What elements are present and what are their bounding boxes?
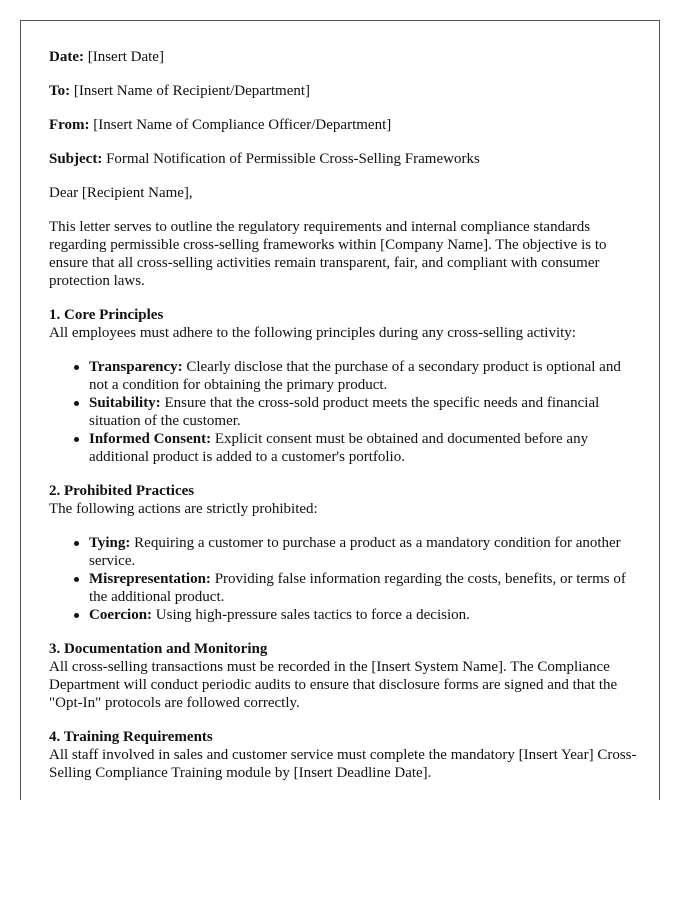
section-core-principles — [49, 306, 637, 466]
section-heading: 4. Training Requirements — [49, 729, 213, 745]
list-item-text: Ensure that the cross-sold product meets the specific needs and financial situation of the customer. — [89, 395, 600, 429]
section-prohibited-practices — [49, 482, 637, 624]
to-value: [Insert Name of Recipient/Department] — [70, 83, 311, 99]
list-item-text: Providing false information regarding the costs, benefits, or terms of the additional product. — [89, 571, 626, 605]
section-body: All cross-selling transactions must be recorded in the [Insert System Name]. The Compliance Department will conduct periodic audits to ensure that disclosure forms are signed and that the "Opt-In" protocols are followed correctly. — [49, 659, 618, 711]
bullet-icon — [74, 577, 79, 582]
list-item-text: Requiring a customer to purchase a product as a mandatory condition for another service. — [89, 535, 621, 569]
bullet-icon — [74, 401, 79, 406]
list-item — [89, 570, 637, 606]
list-item-text: Clearly disclose that the purchase of a secondary product is optional and not a condition for obtaining the primary product. — [89, 359, 621, 393]
list-item-term: Tying: — [89, 535, 131, 551]
section-body: All employees must adhere to the following principles during any cross-selling activity: — [49, 325, 576, 341]
list-item-term: Misrepresentation: — [89, 571, 211, 587]
bullet-list — [49, 534, 637, 624]
from-label: From: — [49, 117, 90, 133]
section-heading: 2. Prohibited Practices — [49, 483, 195, 499]
bullet-icon — [74, 613, 79, 618]
list-item-term: Coercion: — [89, 607, 153, 623]
letter-body — [49, 48, 637, 798]
subject-value: Formal Notification of Permissible Cross-Selling Frameworks — [102, 151, 480, 167]
list-item-text: Using high-pressure sales tactics to force a decision. — [152, 607, 470, 623]
from-line — [49, 116, 637, 134]
date-line — [49, 48, 637, 66]
bullet-icon — [74, 541, 79, 546]
intro-paragraph: This letter serves to outline the regulatory requirements and internal compliance standards regarding permissible cross-selling frameworks within [Company Name]. The objective is to ensure that all cross-selling activities remain transparent, fair, and compliant with consumer protection laws. — [49, 219, 607, 289]
section-training-requirements — [49, 728, 637, 782]
bullet-icon — [74, 437, 79, 442]
from-value: [Insert Name of Compliance Officer/Department] — [89, 117, 392, 133]
section-body: All staff involved in sales and customer service must complete the mandatory [Insert Year] Cross-Selling Compliance Training module by [Insert Deadline Date]. — [49, 747, 637, 781]
list-item — [89, 606, 637, 624]
section-heading: 3. Documentation and Monitoring — [49, 641, 268, 657]
list-item-term: Transparency: — [89, 359, 183, 375]
subject-label: Subject: — [49, 151, 103, 167]
to-label: To: — [49, 83, 71, 99]
list-item — [89, 430, 637, 466]
list-item — [89, 534, 637, 570]
list-item — [89, 358, 637, 394]
salutation: Dear [Recipient Name], — [49, 185, 193, 201]
date-value: [Insert Date] — [83, 49, 164, 65]
bullet-list — [49, 358, 637, 466]
list-item-text: Explicit consent must be obtained and documented before any additional product is added to a customer's portfolio. — [89, 431, 589, 465]
bullet-icon — [74, 365, 79, 370]
list-item — [89, 394, 637, 430]
date-label: Date: — [49, 49, 84, 65]
section-documentation-monitoring — [49, 640, 637, 712]
to-line — [49, 82, 637, 100]
list-item-term: Suitability: — [89, 395, 161, 411]
section-body: The following actions are strictly prohibited: — [49, 501, 318, 517]
subject-line — [49, 150, 637, 168]
list-item-term: Informed Consent: — [89, 431, 212, 447]
section-heading: 1. Core Principles — [49, 307, 164, 323]
